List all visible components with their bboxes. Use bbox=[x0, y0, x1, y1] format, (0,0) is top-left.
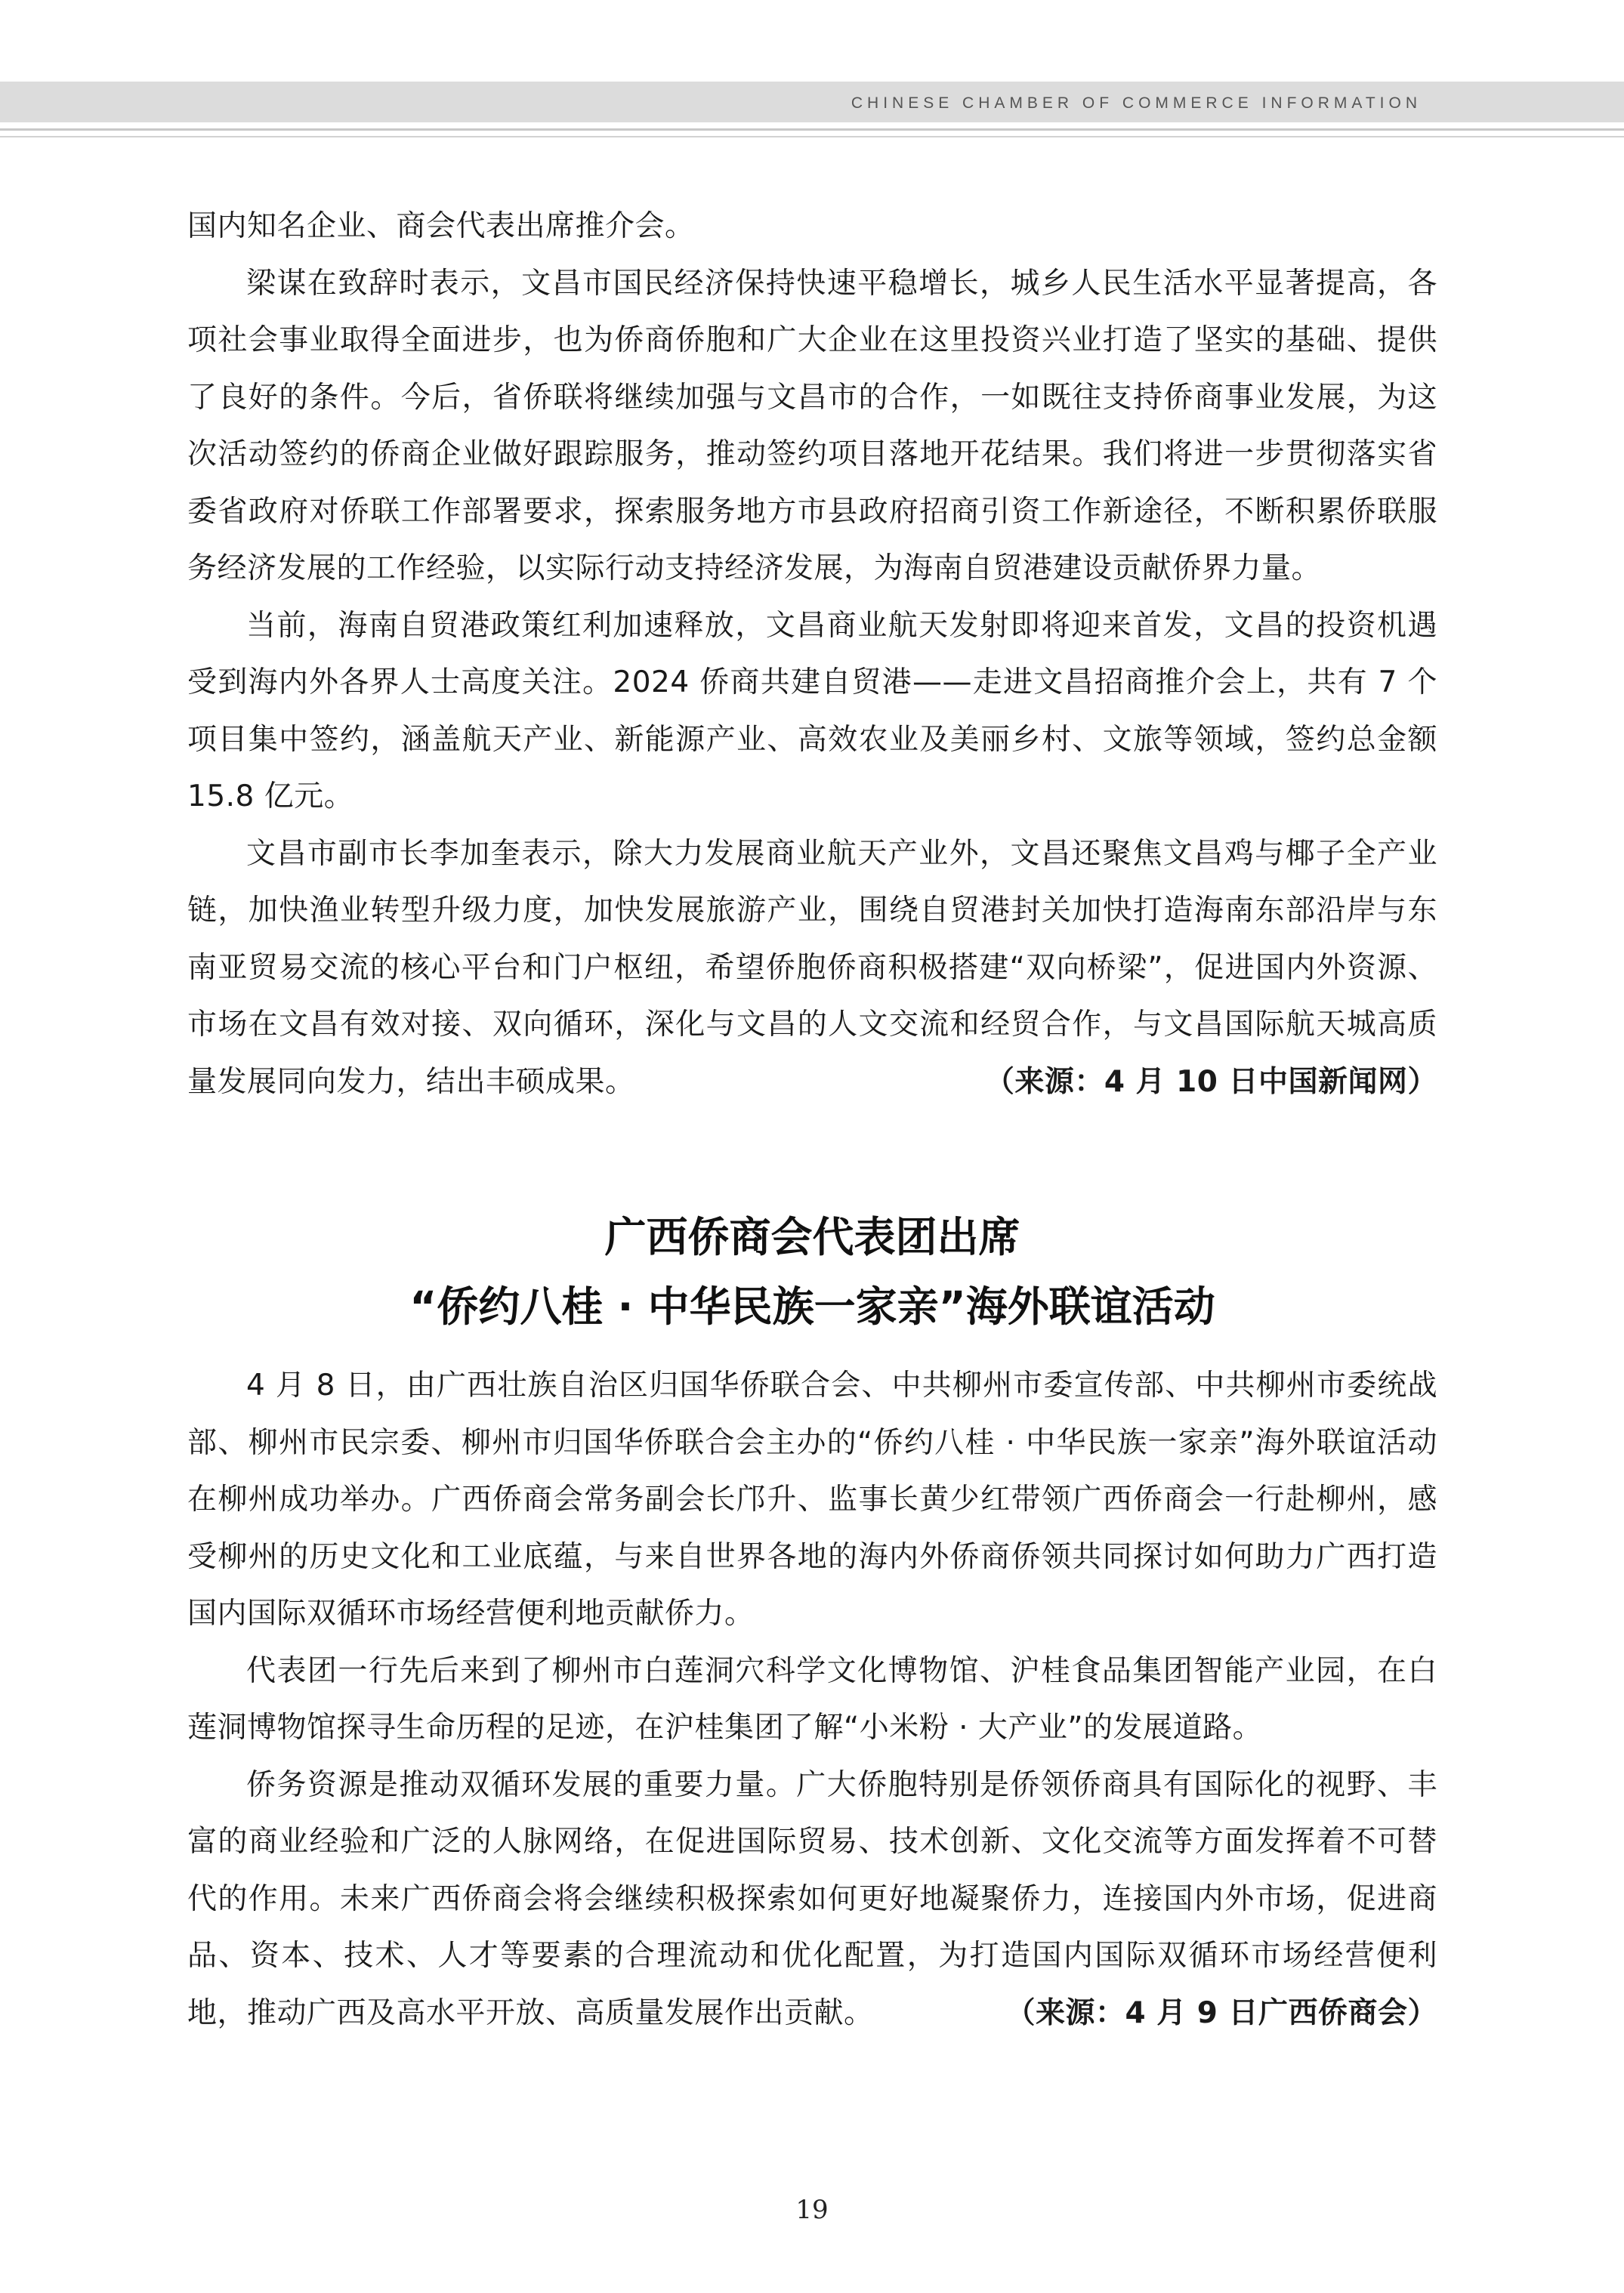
paragraph-text: 侨务资源是推动双循环发展的重要力量。广大侨胞特别是侨领侨商具有国际化的视野、丰富的商业经验和广泛的人脉网络，在促进国际贸易、技术创新、文化交流等方面发挥着不可替代的作用。未来广西侨商会将会继续积极探索如何更好地凝聚侨力，连接国内外市场，促进商品、资本、技术、人才等要素的合理流动和优化配置，为打造国内国际双循环市场经营便利地，推动广西及高水平开放、高质量发展作出贡献。 bbox=[187, 1767, 1437, 2030]
article-body bbox=[187, 1357, 1437, 2041]
article-paragraph: 梁谋在致辞时表示，文昌市国民经济保持快速平稳增长，城乡人民生活水平显著提高，各项社会事业取得全面进步，也为侨商侨胞和广大企业在这里投资兴业打造了坚实的基础、提供了良好的条件。今后，省侨联将继续加强与文昌市的合作，一如既往支持侨商事业发展，为这次活动签约的侨商企业做好跟踪服务，推动签约项目落地开花结果。我们将进一步贯彻落实省委省政府对侨联工作部署要求，探索服务地方市县政府招商引资工作新途径，不断积累侨联服务经济发展的工作经验，以实际行动支持经济发展，为海南自贸港建设贡献侨界力量。 bbox=[187, 266, 1437, 585]
source-note: （来源：4 月 9 日广西侨商会） bbox=[1005, 1995, 1437, 2030]
article-paragraph bbox=[187, 826, 1437, 1111]
header-rule bbox=[0, 128, 1624, 131]
article-paragraph: 代表团一行先后来到了柳州市白莲洞穴科学文化博物馆、沪桂食品集团智能产业园，在白莲洞博物馆探寻生命历程的足迹，在沪桂集团了解“小米粉 · 大产业”的发展道路。 bbox=[187, 1653, 1437, 1745]
article-paragraph: 国内知名企业、商会代表出席推介会。 bbox=[187, 209, 695, 243]
article-paragraph bbox=[187, 1757, 1437, 2042]
article-title-line-1: 广西侨商会代表团出席 bbox=[604, 1213, 1020, 1261]
page-number: 19 bbox=[795, 2195, 829, 2225]
source-note: （来源：4 月 10 日中国新闻网） bbox=[984, 1064, 1437, 1099]
running-title: CHINESE CHAMBER OF COMMERCE INFORMATION bbox=[851, 94, 1422, 112]
article-paragraph: 4 月 8 日，由广西壮族自治区归国华侨联合会、中共柳州市委宣传部、中共柳州市委统战部、柳州市民宗委、柳州市归国华侨联合会主办的“侨约八桂 · 中华民族一家亲”海外联谊活动在柳州成功举办。广西侨商会常务副会长邝升、监事长黄少红带领广西侨商会一行赴柳州，感受柳州的历史文化和工业底蕴，与来自世界各地的海内外侨商侨领共同探讨如何助力广西打造国内国际双循环市场经营便利地贡献侨力。 bbox=[187, 1369, 1437, 1631]
article-title-line-2: “侨约八桂 · 中华民族一家亲”海外联谊活动 bbox=[409, 1282, 1215, 1331]
paragraph-text: 文昌市副市长李加奎表示，除大力发展商业航天产业外，文昌还聚焦文昌鸡与椰子全产业链，加快渔业转型升级力度，加快发展旅游产业，围绕自贸港封关加快打造海南东部沿岸与东南亚贸易交流的核心平台和门户枢纽，希望侨胞侨商积极搭建“双向桥梁”，促进国内外资源、市场在文昌有效对接、双向循环，深化与文昌的人文交流和经贸合作，与文昌国际航天城高质量发展同向发力，结出丰硕成果。 bbox=[187, 836, 1437, 1099]
article-continued bbox=[187, 198, 1437, 1110]
header-rule-thin bbox=[0, 136, 1624, 137]
article-paragraph: 当前，海南自贸港政策红利加速释放，文昌商业航天发射即将迎来首发，文昌的投资机遇受到海内外各界人士高度关注。2024 侨商共建自贸港——走进文昌招商推介会上，共有 7 个项目集中签约，涵盖航天产业、新能源产业、高效农业及美丽乡村、文旅等领域，签约总金额 15.8 亿元。 bbox=[187, 608, 1437, 813]
